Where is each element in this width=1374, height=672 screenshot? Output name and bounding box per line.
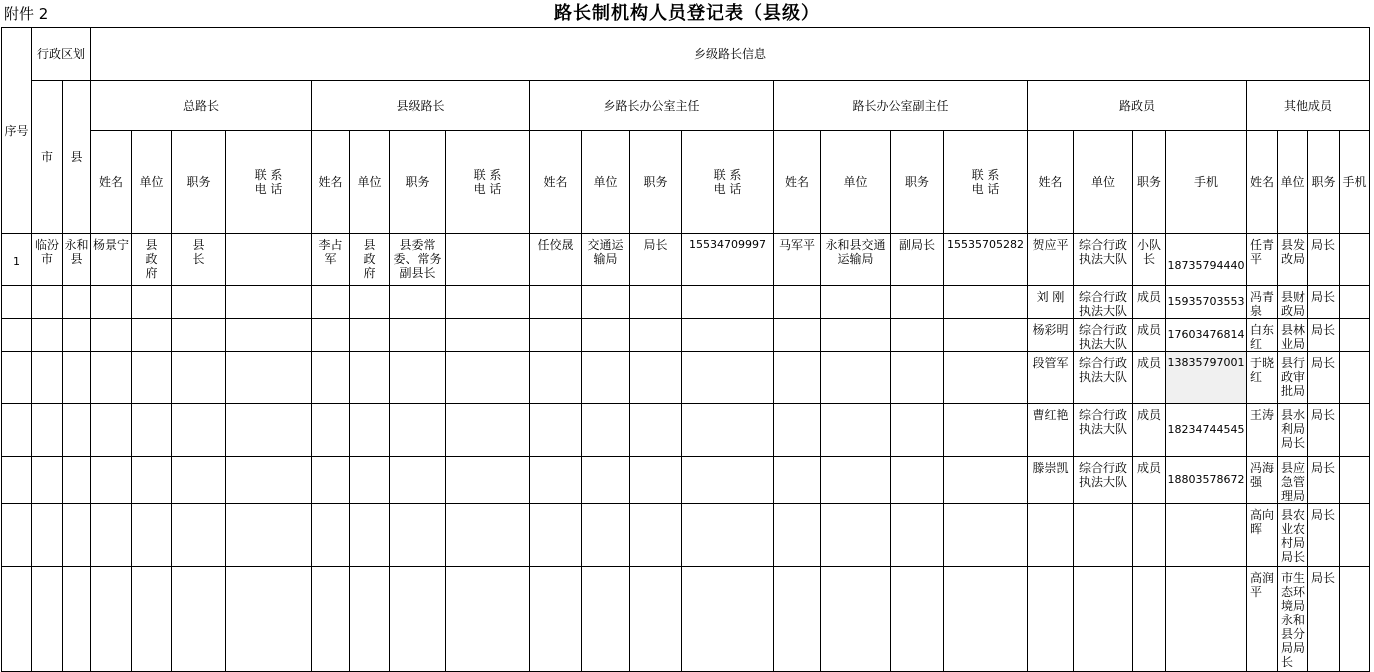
others-name-header: 姓名 [1247,131,1278,234]
empty-cell[interactable] [774,404,821,457]
chief-unit-header: 单位 [132,131,172,234]
empty-cell[interactable] [630,286,682,319]
chief-phone-cell[interactable] [226,234,312,286]
chief-position-header: 职务 [172,131,226,234]
road-admin-phone-cell[interactable]: 18803578672 [1166,457,1247,504]
city-cell[interactable]: 临汾市 [32,234,63,286]
empty-cell[interactable] [821,404,891,457]
empty-cell[interactable] [891,567,944,672]
empty-cell[interactable] [63,319,91,352]
empty-cell[interactable] [350,504,390,567]
empty-cell[interactable] [172,319,226,352]
empty-cell[interactable] [446,457,530,504]
director-name-header: 姓名 [530,131,582,234]
others-name-cell[interactable]: 王涛 [1247,404,1278,457]
county-chief-position-cell[interactable]: 县委常委、常务副县长 [390,234,446,286]
empty-cell[interactable] [2,504,32,567]
road-admin-position-cell[interactable]: 小队长 [1133,234,1166,286]
empty-cell[interactable] [132,286,172,319]
table-row [2,319,1370,352]
empty-cell[interactable] [63,286,91,319]
empty-cell[interactable] [390,457,446,504]
empty-cell[interactable] [350,286,390,319]
director-name-cell[interactable]: 任佼晟 [530,234,582,286]
road-admin-name-cell[interactable]: 滕崇凯 [1028,457,1074,504]
empty-cell[interactable] [2,567,32,672]
empty-cell[interactable] [891,404,944,457]
empty-cell[interactable] [582,319,630,352]
empty-cell[interactable] [446,352,530,404]
empty-cell[interactable] [774,319,821,352]
others-mobile-cell[interactable] [1340,286,1370,319]
admin-division-header: 行政区划 [32,28,91,81]
empty-cell[interactable] [682,567,774,672]
table-row [2,504,1370,567]
road-admin-name-cell[interactable]: 段管军 [1028,352,1074,404]
others-mobile-cell[interactable] [1340,567,1370,672]
empty-cell[interactable] [774,504,821,567]
empty-cell[interactable] [32,352,63,404]
empty-cell[interactable] [944,404,1028,457]
empty-cell[interactable] [821,504,891,567]
empty-cell[interactable] [1074,567,1133,672]
empty-cell[interactable] [91,504,132,567]
county-cell[interactable]: 永和县 [63,234,91,286]
empty-cell[interactable] [350,352,390,404]
empty-cell[interactable] [446,286,530,319]
others-name-cell[interactable]: 高润平 [1247,567,1278,672]
empty-cell[interactable] [132,567,172,672]
others-unit-cell[interactable]: 市生态环境局永和县分局局长 [1278,567,1308,672]
empty-cell[interactable] [682,319,774,352]
others-group-header: 其他成员 [1247,81,1370,131]
table-row [2,457,1370,504]
others-position-header: 职务 [1308,131,1340,234]
chief-unit-cell[interactable]: 县政府 [132,234,172,286]
others-name-cell[interactable]: 高向晖 [1247,504,1278,567]
office-deputy-group-header: 路长办公室副主任 [774,81,1028,131]
empty-cell[interactable] [172,404,226,457]
empty-cell[interactable] [582,504,630,567]
director-unit-cell[interactable]: 交通运输局 [582,234,630,286]
empty-cell[interactable] [312,286,350,319]
director-position-cell[interactable]: 局长 [630,234,682,286]
empty-cell[interactable] [821,457,891,504]
empty-cell[interactable] [891,504,944,567]
others-unit-header: 单位 [1278,131,1308,234]
serial-cell[interactable]: 1 [2,234,32,286]
director-phone-cell[interactable]: 15534709997 [682,234,774,286]
empty-cell[interactable] [226,404,312,457]
others-unit-cell[interactable]: 县林业局 [1278,319,1308,352]
empty-cell[interactable] [91,319,132,352]
empty-cell[interactable] [944,457,1028,504]
others-position-cell[interactable]: 局长 [1308,567,1340,672]
empty-cell[interactable] [226,567,312,672]
empty-cell[interactable] [582,567,630,672]
county-chief-unit-header: 单位 [350,131,390,234]
county-chief-name-header: 姓名 [312,131,350,234]
empty-cell[interactable] [530,319,582,352]
chief-contact-header: 联 系 电 话 [226,131,312,234]
county-chief-contact-header: 联 系 电 话 [446,131,530,234]
empty-cell[interactable] [446,319,530,352]
road-admin-mobile-header: 手机 [1166,131,1247,234]
deputy-name-cell[interactable]: 马军平 [774,234,821,286]
empty-cell[interactable] [1133,567,1166,672]
others-name-cell[interactable]: 白东红 [1247,319,1278,352]
others-position-cell[interactable]: 局长 [1308,404,1340,457]
empty-cell[interactable] [530,457,582,504]
empty-cell[interactable] [32,457,63,504]
empty-cell[interactable] [821,567,891,672]
empty-cell[interactable] [350,319,390,352]
county-chief-name-cell[interactable]: 李占军 [312,234,350,286]
road-admin-unit-cell[interactable]: 综合行政执法大队 [1074,457,1133,504]
empty-cell[interactable] [132,504,172,567]
county-chief-position-header: 职务 [390,131,446,234]
empty-cell[interactable] [891,319,944,352]
empty-cell[interactable] [91,457,132,504]
empty-cell[interactable] [821,286,891,319]
empty-cell[interactable] [530,567,582,672]
table-row [2,352,1370,404]
road-admin-unit-cell[interactable]: 综合行政执法大队 [1074,319,1133,352]
others-position-cell[interactable]: 局长 [1308,286,1340,319]
deputy-unit-header: 单位 [821,131,891,234]
empty-cell[interactable] [91,352,132,404]
city-header: 市 [32,81,63,234]
table-row [2,286,1370,319]
deputy-name-header: 姓名 [774,131,821,234]
empty-cell[interactable] [63,457,91,504]
others-unit-cell[interactable]: 县水利局局长 [1278,404,1308,457]
empty-cell[interactable] [63,504,91,567]
road-admin-phone-cell[interactable]: 17603476814 [1166,319,1247,352]
empty-cell[interactable] [446,504,530,567]
empty-cell[interactable] [226,457,312,504]
others-position-cell[interactable]: 局长 [1308,457,1340,504]
road-admin-position-header: 职务 [1133,131,1166,234]
empty-cell[interactable] [132,319,172,352]
road-admin-name-cell[interactable]: 贺应平 [1028,234,1074,286]
empty-cell[interactable] [774,567,821,672]
others-unit-cell[interactable]: 县农业农村局局长 [1278,504,1308,567]
others-unit-cell[interactable]: 县应急管理局 [1278,457,1308,504]
attachment-label: 附件 2 [4,5,49,23]
empty-cell[interactable] [630,567,682,672]
empty-cell[interactable] [390,352,446,404]
table-row [2,234,1370,286]
empty-cell[interactable] [821,352,891,404]
empty-cell[interactable] [1166,567,1247,672]
road-admin-phone-cell[interactable]: 18735794440 [1166,234,1247,286]
empty-cell[interactable] [446,404,530,457]
others-name-cell[interactable]: 任青平 [1247,234,1278,286]
empty-cell[interactable] [682,352,774,404]
empty-cell[interactable] [530,404,582,457]
chief-name-header: 姓名 [91,131,132,234]
deputy-contact-header: 联 系 电 话 [944,131,1028,234]
road-admin-unit-cell[interactable]: 综合行政执法大队 [1074,352,1133,404]
empty-cell[interactable] [226,319,312,352]
director-contact-header: 联 系 电 话 [682,131,774,234]
empty-cell[interactable] [1028,504,1074,567]
empty-cell[interactable] [390,567,446,672]
empty-cell[interactable] [63,352,91,404]
empty-cell[interactable] [682,504,774,567]
empty-cell[interactable] [91,404,132,457]
others-mobile-cell[interactable] [1340,234,1370,286]
empty-cell[interactable] [1133,504,1166,567]
empty-cell[interactable] [530,352,582,404]
road-admin-unit-header: 单位 [1074,131,1133,234]
empty-cell[interactable] [944,352,1028,404]
empty-cell[interactable] [226,504,312,567]
empty-cell[interactable] [630,504,682,567]
empty-cell[interactable] [2,404,32,457]
others-mobile-cell[interactable] [1340,404,1370,457]
deputy-position-cell[interactable]: 副局长 [891,234,944,286]
empty-cell[interactable] [32,319,63,352]
deputy-phone-cell[interactable]: 15535705282 [944,234,1028,286]
county-header: 县 [63,81,91,234]
empty-cell[interactable] [944,286,1028,319]
empty-cell[interactable] [226,286,312,319]
empty-cell[interactable] [630,319,682,352]
empty-cell[interactable] [2,286,32,319]
empty-cell[interactable] [582,352,630,404]
empty-cell[interactable] [2,319,32,352]
empty-cell[interactable] [390,286,446,319]
road-admin-group-header: 路政员 [1028,81,1247,131]
others-mobile-cell[interactable] [1340,352,1370,404]
empty-cell[interactable] [132,457,172,504]
empty-cell[interactable] [2,352,32,404]
empty-cell[interactable] [682,404,774,457]
empty-cell[interactable] [350,457,390,504]
empty-cell[interactable] [774,457,821,504]
empty-cell[interactable] [390,404,446,457]
empty-cell[interactable] [1166,504,1247,567]
empty-cell[interactable] [350,404,390,457]
empty-cell[interactable] [682,457,774,504]
empty-cell[interactable] [446,567,530,672]
road-admin-position-cell[interactable]: 成员 [1133,457,1166,504]
director-unit-header: 单位 [582,131,630,234]
road-admin-phone-cell[interactable]: 15935703553 [1166,286,1247,319]
empty-cell[interactable] [63,567,91,672]
office-director-group-header: 乡路长办公室主任 [530,81,774,131]
empty-cell[interactable] [32,567,63,672]
empty-cell[interactable] [312,567,350,672]
others-name-cell[interactable]: 冯海强 [1247,457,1278,504]
empty-cell[interactable] [132,404,172,457]
empty-cell[interactable] [530,504,582,567]
others-mobile-cell[interactable] [1340,457,1370,504]
others-mobile-header: 手机 [1340,131,1370,234]
empty-cell[interactable] [582,286,630,319]
county-chief-phone-cell[interactable] [446,234,530,286]
others-position-cell[interactable]: 局长 [1308,352,1340,404]
road-admin-phone-cell[interactable]: 18234744545 [1166,404,1247,457]
deputy-unit-cell[interactable]: 永和县交通运输局 [821,234,891,286]
road-admin-name-cell[interactable]: 杨彩明 [1028,319,1074,352]
director-position-header: 职务 [630,131,682,234]
empty-cell[interactable] [172,567,226,672]
empty-cell[interactable] [582,457,630,504]
empty-cell[interactable] [63,404,91,457]
others-unit-cell[interactable]: 县发改局 [1278,234,1308,286]
empty-cell[interactable] [530,286,582,319]
empty-cell[interactable] [390,504,446,567]
others-unit-cell[interactable]: 县行政审批局 [1278,352,1308,404]
road-admin-unit-cell[interactable]: 综合行政执法大队 [1074,234,1133,286]
road-admin-name-cell[interactable]: 曹红艳 [1028,404,1074,457]
road-admin-name-cell[interactable]: 刘 刚 [1028,286,1074,319]
others-name-cell[interactable]: 于晓红 [1247,352,1278,404]
empty-cell[interactable] [390,319,446,352]
empty-cell[interactable] [682,286,774,319]
others-unit-cell[interactable]: 县财政局 [1278,286,1308,319]
road-admin-position-cell[interactable]: 成员 [1133,319,1166,352]
others-position-cell[interactable]: 局长 [1308,504,1340,567]
empty-cell[interactable] [312,352,350,404]
road-admin-position-cell[interactable]: 成员 [1133,352,1166,404]
empty-cell[interactable] [944,504,1028,567]
road-admin-unit-cell[interactable]: 综合行政执法大队 [1074,404,1133,457]
chief-position-cell[interactable]: 县长 [172,234,226,286]
empty-cell[interactable] [821,319,891,352]
county-chief-group-header: 县级路长 [312,81,530,131]
empty-cell[interactable] [891,457,944,504]
empty-cell[interactable] [172,286,226,319]
table-row [2,567,1370,672]
road-admin-name-header: 姓名 [1028,131,1074,234]
empty-cell[interactable] [172,457,226,504]
empty-cell[interactable] [944,567,1028,672]
others-name-cell[interactable]: 冯青泉 [1247,286,1278,319]
chief-name-cell[interactable]: 杨景宁 [91,234,132,286]
empty-cell[interactable] [172,352,226,404]
empty-cell[interactable] [312,404,350,457]
road-admin-position-cell[interactable]: 成员 [1133,404,1166,457]
others-position-cell[interactable]: 局长 [1308,319,1340,352]
empty-cell[interactable] [226,352,312,404]
empty-cell[interactable] [774,352,821,404]
township-info-header: 乡级路长信息 [91,28,1370,81]
empty-cell[interactable] [91,286,132,319]
serial-header: 序号 [2,28,32,234]
empty-cell[interactable] [630,352,682,404]
empty-cell[interactable] [1028,567,1074,672]
road-admin-phone-cell[interactable]: 13835797001 [1166,352,1247,404]
empty-cell[interactable] [172,504,226,567]
road-admin-unit-cell[interactable]: 综合行政执法大队 [1074,286,1133,319]
chief-group-header: 总路长 [91,81,312,131]
others-mobile-cell[interactable] [1340,319,1370,352]
county-chief-unit-cell[interactable]: 县政府 [350,234,390,286]
table-row [2,404,1370,457]
empty-cell[interactable] [32,286,63,319]
empty-cell[interactable] [32,404,63,457]
empty-cell[interactable] [1074,504,1133,567]
empty-cell[interactable] [350,567,390,672]
empty-cell[interactable] [132,352,172,404]
empty-cell[interactable] [312,504,350,567]
empty-cell[interactable] [891,352,944,404]
empty-cell[interactable] [312,319,350,352]
deputy-position-header: 职务 [891,131,944,234]
empty-cell[interactable] [312,457,350,504]
empty-cell[interactable] [891,286,944,319]
registration-table [1,27,1370,672]
others-mobile-cell[interactable] [1340,504,1370,567]
road-admin-position-cell[interactable]: 成员 [1133,286,1166,319]
empty-cell[interactable] [630,457,682,504]
empty-cell[interactable] [774,286,821,319]
page-title: 路长制机构人员登记表（县级） [554,3,820,24]
empty-cell[interactable] [91,567,132,672]
empty-cell[interactable] [2,457,32,504]
empty-cell[interactable] [32,504,63,567]
empty-cell[interactable] [630,404,682,457]
others-position-cell[interactable]: 局长 [1308,234,1340,286]
empty-cell[interactable] [944,319,1028,352]
empty-cell[interactable] [582,404,630,457]
